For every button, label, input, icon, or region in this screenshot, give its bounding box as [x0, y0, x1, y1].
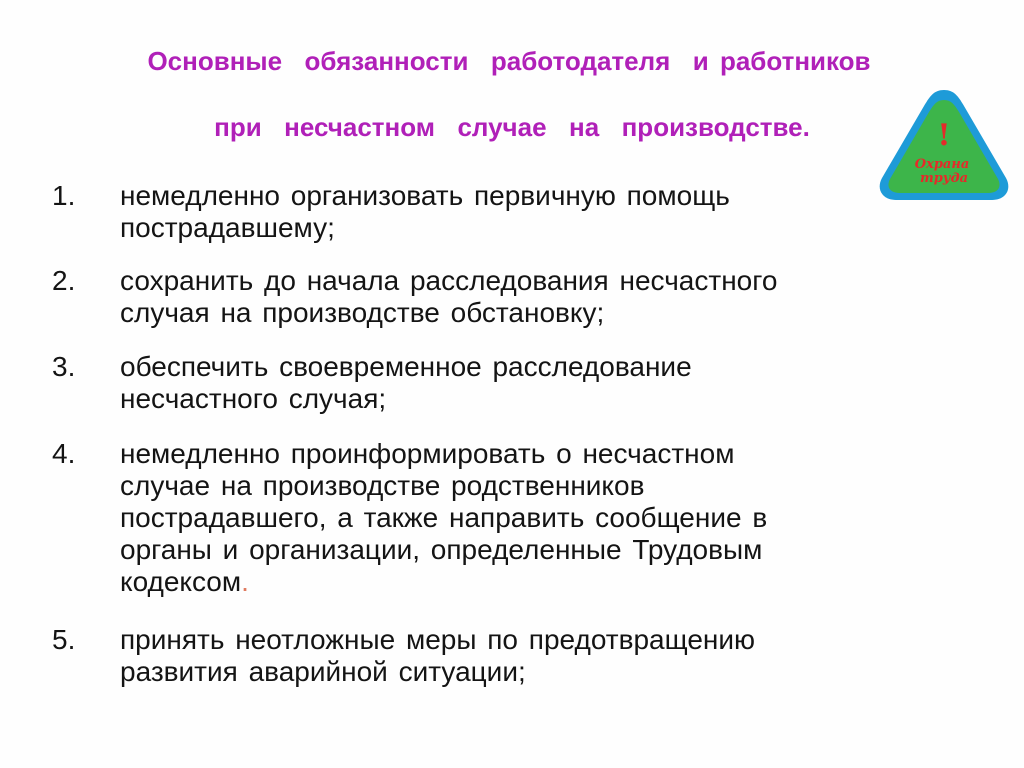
trailing-period: . — [241, 566, 249, 597]
labor-safety-badge — [874, 84, 1014, 206]
item-text-line: случая на производстве обстановку; — [120, 297, 605, 328]
badge-label-line-2: труда — [919, 171, 969, 186]
item-number: 4. — [52, 438, 76, 469]
list-item — [52, 180, 730, 244]
list-item — [52, 438, 767, 598]
badge-label-line-1: Охрана — [914, 157, 970, 172]
list-item — [52, 351, 692, 415]
item-text-line: развития аварийной ситуации; — [120, 656, 526, 687]
item-text-line: случае на производстве родственников — [120, 470, 645, 501]
item-number: 5. — [52, 624, 76, 655]
item-text-line: немедленно организовать первичную помощь — [120, 180, 730, 211]
item-text-line: принять неотложные меры по предотвращению — [120, 624, 756, 655]
slide-title-line-2: при несчастном случае на производстве. — [214, 112, 810, 142]
item-text-line-last — [120, 566, 767, 598]
item-text-fragment: кодексом — [120, 566, 242, 597]
item-text-line: пострадавшего, а также направить сообщение в — [120, 502, 768, 533]
list-item — [52, 624, 755, 688]
slide-title-line-1: Основные обязанности работодателя и работников — [147, 46, 871, 76]
item-number: 1. — [52, 180, 76, 211]
list-item — [52, 265, 777, 329]
item-text-line: сохранить до начала расследования несчастного — [120, 265, 778, 296]
item-number: 2. — [52, 265, 76, 296]
item-text-line: органы и организации, определенные Трудовым — [120, 534, 763, 565]
item-text-line: обеспечить своевременное расследование — [120, 351, 692, 382]
item-text-line: несчастного случая; — [120, 383, 387, 414]
item-number: 3. — [52, 351, 76, 382]
triangle-warning-icon — [874, 84, 1014, 206]
item-text-line: пострадавшему; — [120, 212, 335, 243]
item-text-line: немедленно проинформировать о несчастном — [120, 438, 735, 469]
exclamation-mark: ! — [937, 118, 951, 153]
